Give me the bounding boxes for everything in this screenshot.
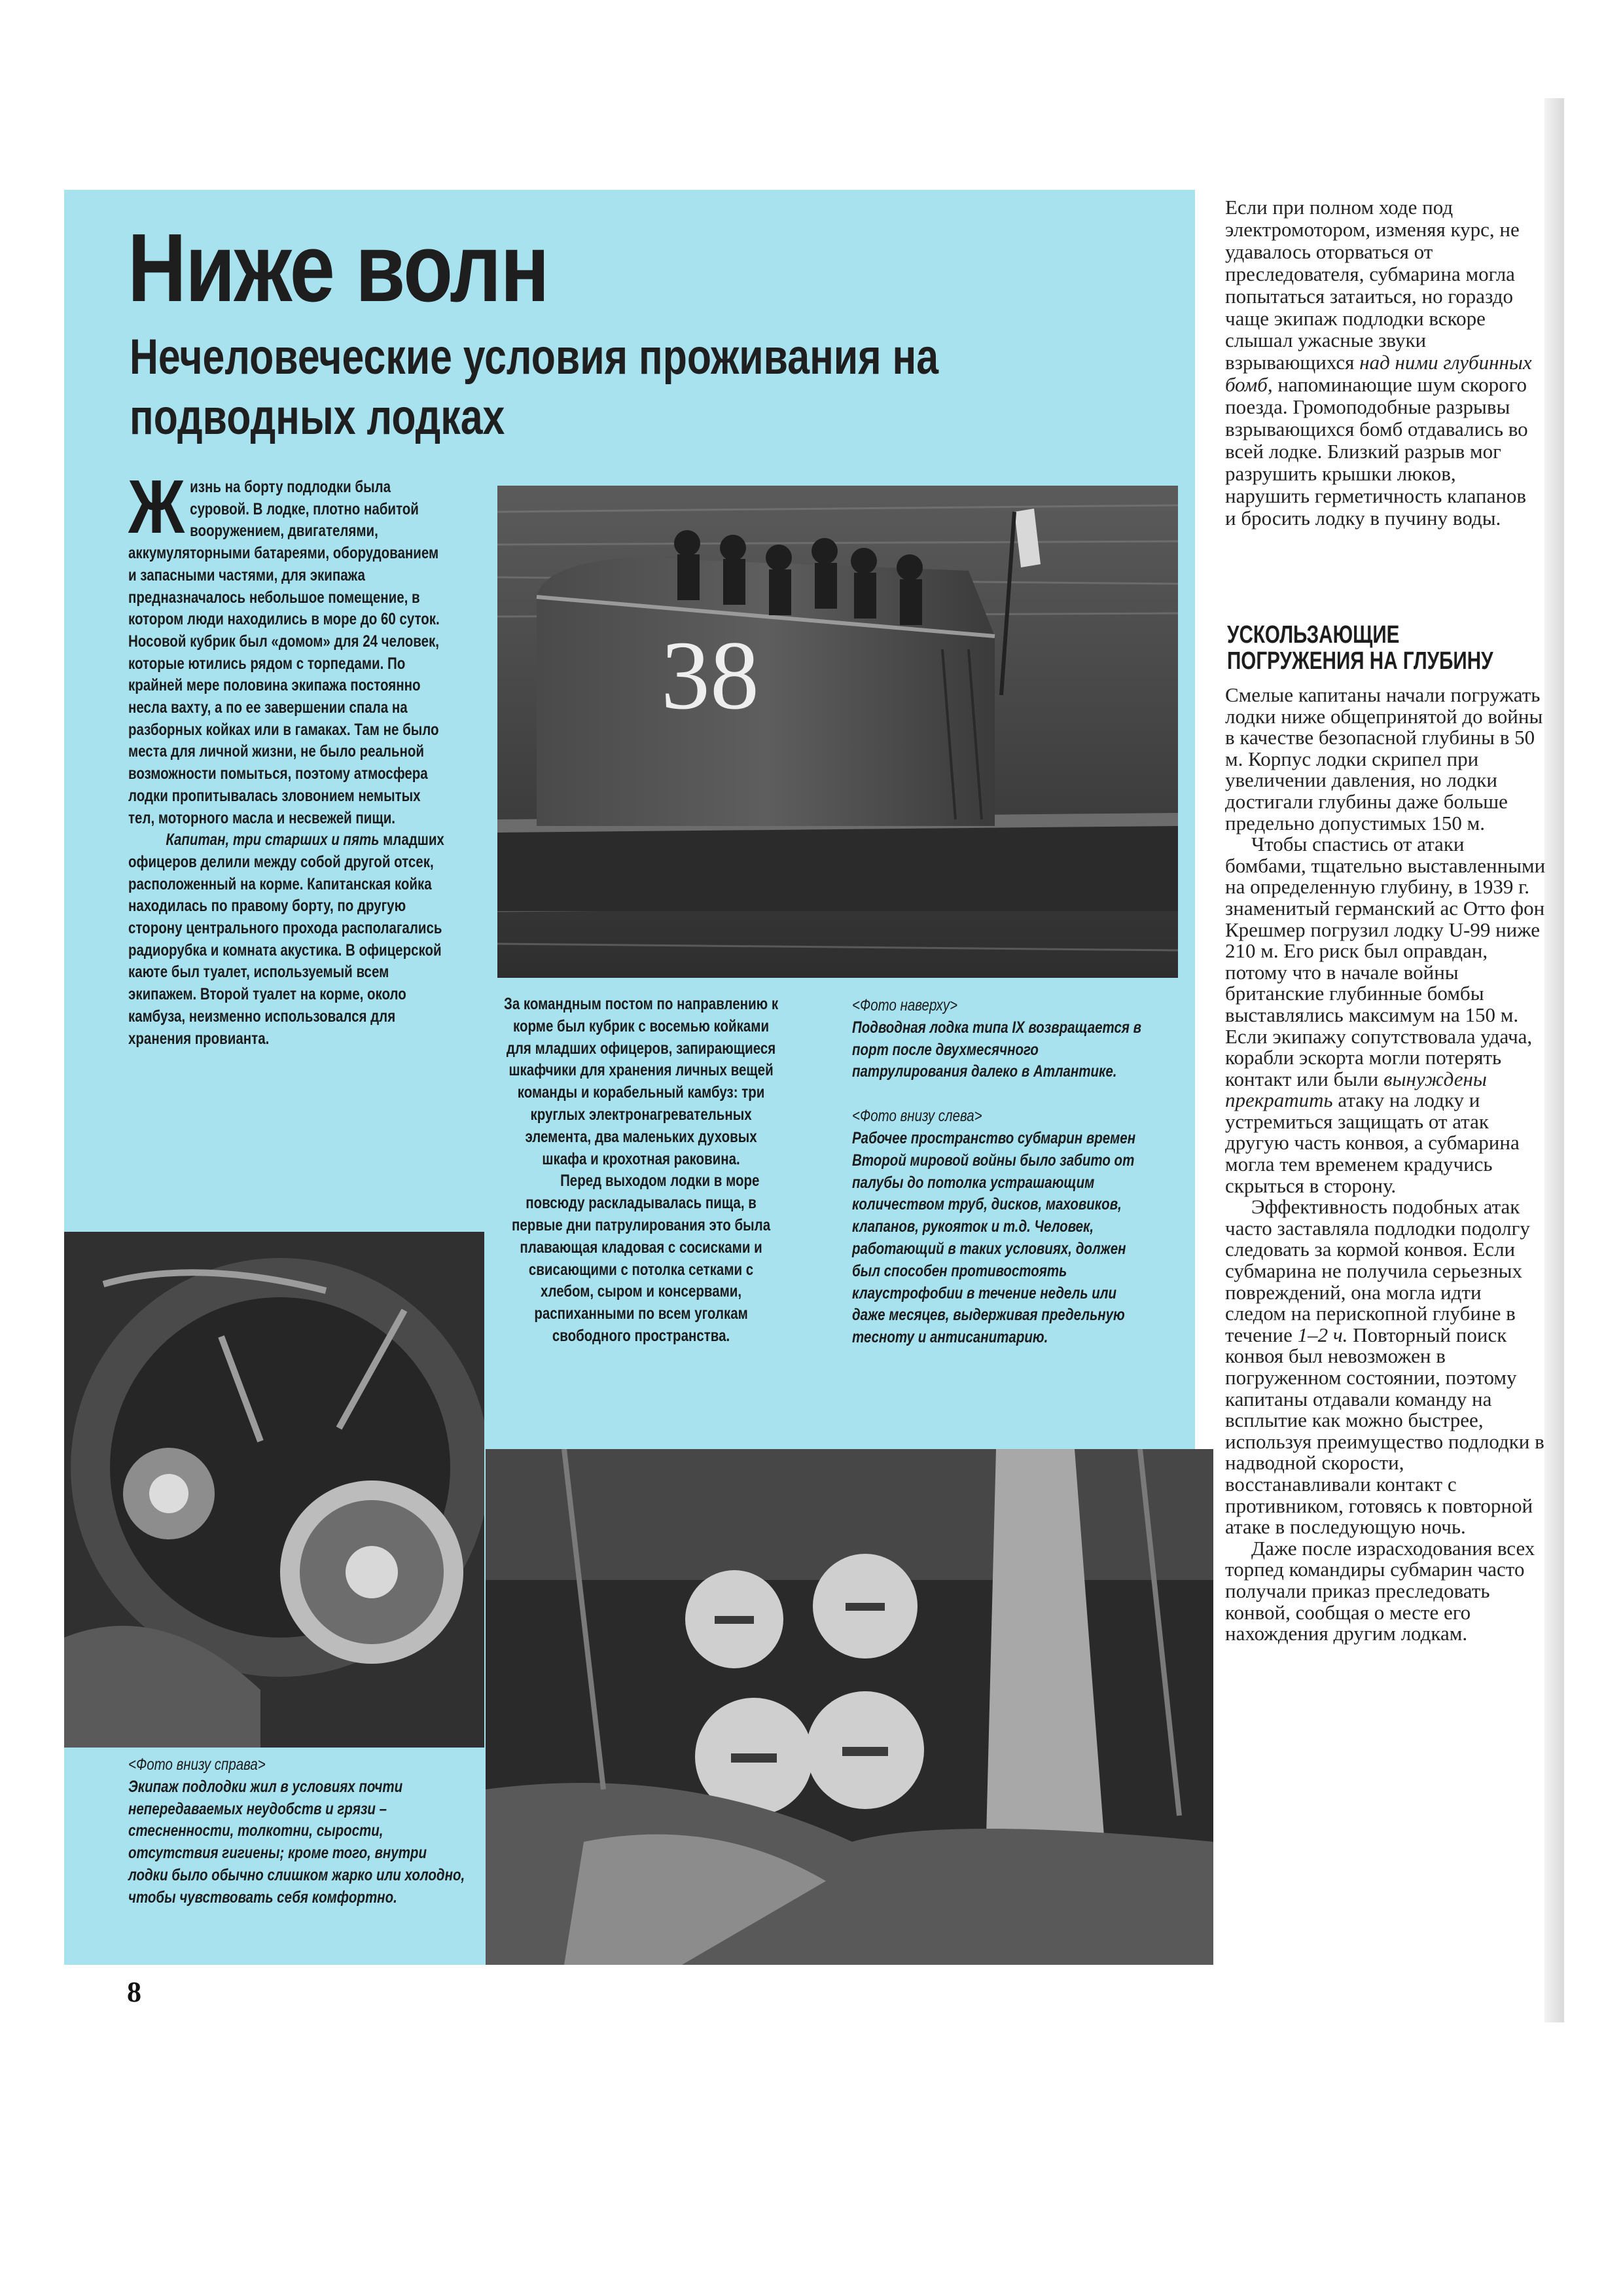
caption-top-label: <Фото наверху> <box>852 996 958 1014</box>
right-paragraph-3: Чтобы спастись от атаки бомбами, тщательно выставленными на определенную глубину, в 1939 г. знаменитый германский ас Отто фон Крешмер погрузил лодку U-99 ниже 210 м. Его риск был оправдан, потому что в начале войны британские глубинные бомбы выставлялись максимум на 150 м. Если экипажу сопутствовала удача, корабли эскорта могли потерять контакт или были вынуждены прекратить атаку на лодку и устремиться защищать от атак другую часть конвоя, а субмарина могла тем временем крадучись скрыться в сторону. <box>1225 833 1546 1197</box>
photo-interior-hatch <box>64 1232 484 1748</box>
right-paragraph-2: Смелые капитаны начали погружать лодки ниже общепринятой до войны в качестве безопасной глубины в 50 м. Корпус лодки скрипел при увеличении давления, но лодки достигали глубины даже больше предельно допустимых 150 м. <box>1225 683 1543 834</box>
photo-uboat-returning <box>497 486 1178 978</box>
caption-bottom-left-text: Рабочее пространство субмарин времен Второй мировой войны было забито от палубы до потолка устрашающим количеством труб, дисков, маховиков, клапанов, рукояток и т.д. Человек, работающий в таких условиях, должен был способен противостоять клаустрофобии в течение недель или даже месяцев, выдерживая предельную тесноту и антисанитарию. <box>852 1128 1136 1347</box>
caption-bottom-right-label: <Фото внизу справа> <box>128 1755 266 1774</box>
intro-column <box>128 464 449 1050</box>
page-number: 8 <box>127 1976 141 2008</box>
section-heading: УСКОЛЬЗАЮЩИЕ ПОГРУЖЕНИЯ НА ГЛУБИНУ <box>1227 621 1493 675</box>
right-paragraph-5: Даже после израсходования всех торпед командиры субмарин часто получали приказ преследовать конвой, сообщая о месте его нахождения другим лодкам. <box>1225 1536 1535 1645</box>
right-paragraph-1: Если при полном ходе под электромотором, изменяя курс, не удавалось оторваться от преследователя, субмарина могла попытаться затаиться, но гораздо чаще экипаж подлодки вскоре слышал ужасные звуки взрывающихся над ними глубинных бомб, напоминающие шум скорого поезда. Громоподобные разрывы взрывающихся бомб отдавались во всей лодке. Близкий разрыв мог разрушить крышки люков, нарушить герметичность клапанов и бросить лодку в пучину воды. <box>1225 196 1532 529</box>
page-subtitle: Нечеловеческие условия проживания на подводных лодках <box>130 329 939 445</box>
caption-bottom-right-text: Экипаж подлодки жил в условиях почти непередаваемых неудобств и грязи – стесненности, толкотни, сырости, отсутствия гигиены; кроме того, внутри лодки было обычно слишком жарко или холодно, чтобы чувствовать себя комфортно. <box>128 1777 465 1907</box>
right-paragraph-4: Эффективность подобных атак часто заставляла подлодки подолгу следовать за кормой конвоя. Если субмарина не получила серьезных повреждений, она могла идти следом на перископной глубине в течение 1–2 ч. Повторный поиск конвоя был невозможен в погруженном состоянии, поэтому капитаны отдавали команду на всплытие как можно быстрее, используя преимущество подлодки в надводной скорости, восстанавливали контакт с противником, готовясь к повторной атаке в последующую ночь. <box>1225 1195 1544 1539</box>
drop-cap: Ж <box>128 464 185 549</box>
intro-paragraph-1: Жизнь на борту подлодки была суровой. В лодке, плотно набитой вооружением, двигателями, аккумуляторными батареями, оборудованием и запасными частями, для экипажа предназначалось небольшое помещение, в котором люди находились в море до 60 суток. Носовой кубрик был «домом» для 24 человек, которые ютились рядом с торпедами. По крайней мере половина экипажа постоянно несла вахту, а по ее завершении спала на разборных койках или в гамаках. Там не было места для личной жизни, не было реальной возможности помыться, поэтому атмосфера лодки пропитывалась зловонием немытых тел, моторного масла и несвежей пищи. <box>128 464 440 827</box>
caption-top-text: Подводная лодка типа IX возвращается в порт после двухмесячного патрулирования далеко в Атлантике. <box>852 1018 1142 1081</box>
right-column-top <box>1225 196 1533 529</box>
captions-column <box>852 995 1152 1349</box>
caption-bottom-right <box>128 1754 465 1909</box>
middle-text-column <box>503 994 779 1348</box>
page-title: Ниже волн <box>128 214 548 322</box>
intro-paragraph-2: Капитан, три старших и пять младших офицеров делили между собой другой отсек, расположенный на корме. Капитанская койка находилась по правому борту, по другую сторону центрального прохода располагались радиорубка и комната акустика. В офицерской каюте был туалет, используемый всем экипажем. Второй туалет на корме, около камбуза, неизменно использовался для хранения провианта. <box>128 831 444 1048</box>
middle-paragraph-2: Перед выходом лодки в море повсюду раскладывалась пища, в первые дни патрулирования это была плавающая кладовая с сосисками и свисающими с потолка сетками с хлебом, сыром и консервами, распиханными по всем уголкам свободного пространства. <box>512 1172 771 1345</box>
hull-number: 38 <box>661 621 759 730</box>
right-column-bottom <box>1225 685 1546 1645</box>
photo-crew-quarters <box>486 1449 1213 1965</box>
caption-bottom-left-label: <Фото внизу слева> <box>852 1107 982 1126</box>
middle-paragraph-1: За командным постом по направлению к корме был кубрик с восемью койками для младших офицеров, запирающиеся шкафчики для хранения личных вещей команды и корабельный камбуз: три круглых электронагревательных элемента, два маленьких духовых шкафа и крохотная раковина. <box>503 995 779 1168</box>
page-edge-shadow <box>1544 98 1564 2022</box>
